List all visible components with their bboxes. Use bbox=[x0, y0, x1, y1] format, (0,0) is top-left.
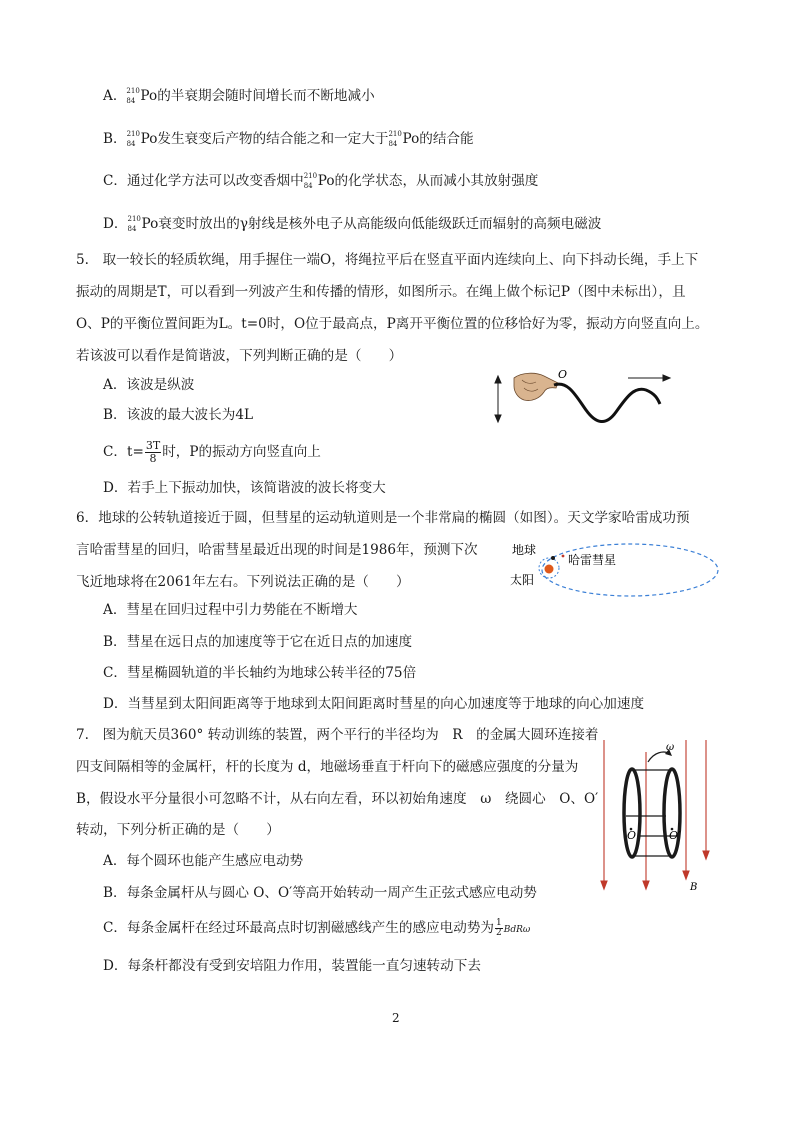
po-symbol: Po bbox=[140, 131, 158, 147]
center-o-prime-label: O′ bbox=[669, 829, 681, 842]
q6-option-a: A．彗星在回归过程中引力势能在不断增大 bbox=[103, 602, 358, 618]
po-nuclide: 210 84 bbox=[303, 172, 318, 190]
q4-a-text: 的半衰期会随时间增长而不断地减小 bbox=[157, 88, 375, 104]
po-symbol: Po bbox=[141, 216, 159, 232]
po-symbol: Po bbox=[140, 88, 158, 104]
orbit-figure bbox=[508, 536, 724, 604]
q4-option-d bbox=[103, 214, 601, 234]
point-o-label: O bbox=[558, 368, 568, 381]
po-symbol: Po bbox=[317, 173, 335, 189]
omega-label: ω bbox=[666, 742, 675, 753]
left-ring bbox=[624, 769, 640, 857]
q7-c-formula: BdRω bbox=[503, 925, 531, 935]
q6-option-b: B．彗星在远日点的加速度等于它在近日点的加速度 bbox=[103, 634, 413, 650]
po-nuclide: 210 84 bbox=[126, 130, 140, 148]
hand-icon bbox=[514, 373, 558, 400]
q7-option-d: D．每条杆都没有受到安培阻力作用，装置能一直匀速转动下去 bbox=[103, 958, 481, 974]
q4-a-prefix: A． bbox=[103, 88, 127, 104]
q4-option-b bbox=[103, 129, 474, 149]
propagation-arrow bbox=[628, 375, 670, 381]
q5-stem-line-2: 振动的周期是T，可以看到一列波产生和传播的情形，如图所示。在绳上做个标记P（图中未标出），且 bbox=[76, 284, 686, 300]
q6-option-c: C．彗星椭圆轨道的半长轴约为地球公转半径的75倍 bbox=[103, 665, 417, 681]
q4-c-text-end: 的化学状态，从而减小其放射强度 bbox=[334, 173, 539, 189]
sun-label: 太阳 bbox=[510, 573, 535, 587]
q4-b-text-end: 的结合能 bbox=[419, 131, 474, 147]
rotating-rings-figure bbox=[596, 738, 716, 896]
po-nuclide: 210 84 bbox=[126, 87, 140, 105]
q7-option-c bbox=[103, 918, 530, 940]
field-b-label: B bbox=[690, 882, 698, 893]
q7-stem-line-1: 7. 图为航天员360° 转动训练的装置，两个平行的半径均为 R 的金属大圆环连接着 bbox=[76, 727, 599, 743]
rope-wave-figure bbox=[488, 366, 688, 436]
q4-option-a bbox=[103, 86, 375, 106]
comet-orbit bbox=[542, 544, 718, 596]
q5-option-c bbox=[103, 440, 321, 465]
earth-icon bbox=[551, 556, 555, 560]
q5-stem-line-1: 5. 取一较长的轻质软绳，用手握住一端O，将绳拉平后在竖直平面内连续向上、向下抖动长绳，手上下 bbox=[76, 252, 699, 268]
q7-stem-line-2: 四支间隔相等的金属杆，杆的长度为 d，地磁场垂直于杆向下的磁感应强度的分量为 bbox=[76, 759, 579, 775]
sun-icon bbox=[545, 565, 554, 574]
q6-stem-line-3: 飞近地球将在2061年左右。下列说法正确的是（ ） bbox=[76, 574, 410, 590]
fraction-3t-over-8: $\frac{3T}{8}$ bbox=[145, 439, 161, 465]
q7-option-a: A．每个圆环也能产生感应电动势 bbox=[103, 853, 304, 869]
q5-c-text: 时，P的振动方向竖直向上 bbox=[162, 444, 321, 460]
q5-stem-line-3: O、P的平衡位置间距为L。t=0时，O位于最高点，P离开平衡位置的位移恰好为零，振动方向竖直向上。 bbox=[76, 316, 709, 332]
comet-icon bbox=[562, 555, 565, 558]
q6-option-d: D．当彗星到太阳间距离等于地球到太阳间距离时彗星的向心加速度等于地球的向心加速度 bbox=[103, 696, 645, 712]
q5-option-b: B．该波的最大波长为4L bbox=[103, 407, 254, 423]
right-ring bbox=[664, 769, 680, 857]
earth-label: 地球 bbox=[512, 543, 537, 557]
q5-c-prefix: C．t= bbox=[103, 444, 144, 460]
po-symbol: Po bbox=[402, 131, 420, 147]
q5-stem-line-4: 若该波可以看作是简谐波，下列判断正确的是（ ） bbox=[76, 348, 403, 364]
po-nuclide: 210 84 bbox=[388, 130, 402, 148]
q5-option-d: D．若手上下振动加快，该简谐波的波长将变大 bbox=[103, 480, 386, 496]
vertical-double-arrow bbox=[495, 376, 501, 422]
po-nuclide: 210 84 bbox=[127, 215, 141, 233]
q7-stem-line-4: 转动，下列分析正确的是（ ） bbox=[76, 822, 280, 838]
q4-c-text: C．通过化学方法可以改变香烟中 bbox=[103, 173, 304, 189]
q6-stem-line-2: 言哈雷彗星的回归，哈雷彗星最近出现的时间是1986年，预测下次 bbox=[76, 542, 478, 558]
rope-wave bbox=[554, 384, 660, 421]
q5-option-a: A．该波是纵波 bbox=[103, 377, 195, 393]
center-o-label: O bbox=[627, 829, 637, 842]
q6-stem-line-1: 6．地球的公转轨道接近于圆，但彗星的运动轨道则是一个非常扁的椭圆（如图）。天文学家哈雷成功预 bbox=[76, 510, 690, 526]
q7-c-text: C．每条金属杆在经过环最高点时切割磁感线产生的感应电动势为 bbox=[103, 920, 495, 936]
magnetic-field-lines bbox=[601, 740, 709, 889]
q4-b-text: 发生衰变后产物的结合能之和一定大于 bbox=[157, 131, 389, 147]
q7-stem-line-3: B，假设水平分量很小可忽略不计，从右向左看，环以初始角速度 ω 绕圆心 O、O′ bbox=[76, 791, 599, 807]
q4-b-prefix: B． bbox=[103, 131, 127, 147]
fraction-one-half: $\frac{1}{2}$ bbox=[496, 918, 502, 938]
q7-option-b: B．每条金属杆从与圆心 O、O′等高开始转动一周产生正弦式感应电动势 bbox=[103, 885, 537, 901]
q4-d-prefix: D． bbox=[103, 216, 128, 232]
page-number: 2 bbox=[392, 1011, 400, 1025]
comet-label: 哈雷彗星 bbox=[568, 553, 617, 567]
rods bbox=[626, 770, 678, 856]
q4-option-c bbox=[103, 171, 538, 191]
q4-d-text: 衰变时放出的γ射线是核外电子从高能级向低能级跃迁而辐射的高频电磁波 bbox=[158, 216, 602, 232]
